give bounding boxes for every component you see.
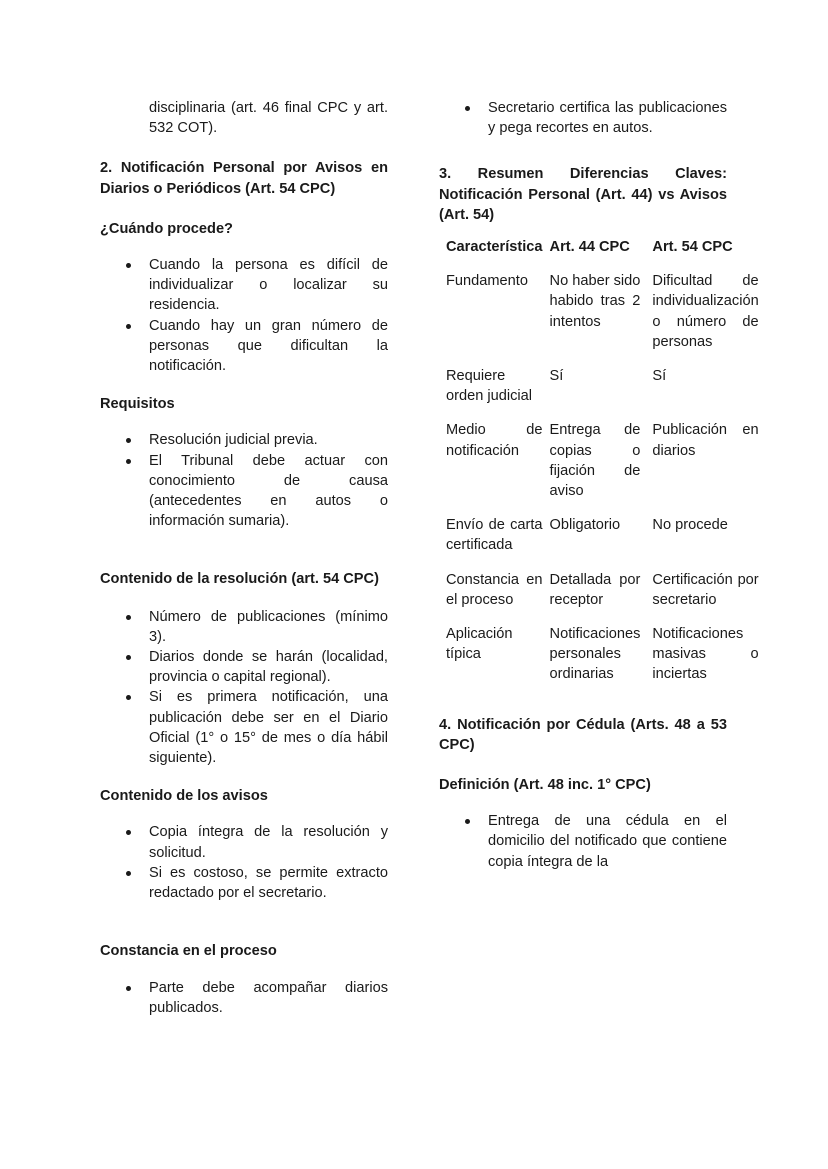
constancia-heading: Constancia en el proceso xyxy=(100,943,277,960)
list-item: Cuando hay un gran número de personas que dificultan la notificación. xyxy=(100,316,388,377)
table-cell: Entrega de copias o fijación de aviso xyxy=(549,422,641,500)
table-cell: Publicación en diarios xyxy=(652,422,759,459)
table-cell: Sí xyxy=(549,368,564,385)
table-row xyxy=(439,420,759,515)
list-item: Copia íntegra de la resolución y solicitud. xyxy=(100,822,388,862)
table-row xyxy=(439,515,759,569)
section-4-heading: 4. Notificación por Cédula (Arts. 48 a 53 CPC) xyxy=(439,716,727,753)
table-cell: Aplicación típica xyxy=(446,626,513,663)
contenido-avisos-heading: Contenido de los avisos xyxy=(100,788,268,805)
table-cell: Requiere orden judicial xyxy=(446,368,532,405)
table-cell: Detallada por receptor xyxy=(549,571,641,608)
table-cell: Certificación por secretario xyxy=(652,571,759,608)
contenido-resolucion-heading: Contenido de la resolución (art. 54 CPC) xyxy=(100,571,379,588)
list-item: Entrega de una cédula en el domicilio del notificado que contiene copia íntegra de la xyxy=(439,811,727,872)
list-item: Resolución judicial previa. xyxy=(100,430,388,450)
cuando-procede-list xyxy=(100,255,388,376)
table-cell: Constancia en el proceso xyxy=(446,571,543,608)
table-header-cell: Característica xyxy=(446,239,543,256)
table-cell: Fundamento xyxy=(446,273,528,290)
table-header-cell: Art. 54 CPC xyxy=(652,239,733,256)
table-cell: Notificaciones personales ordinarias xyxy=(549,626,641,683)
table-cell: Obligatorio xyxy=(549,517,621,534)
list-item: Si es primera notificación, una publicación debe ser en el Diario Oficial (1° o 15° de mes o día hábil siguiente). xyxy=(100,687,388,768)
secretario-list xyxy=(439,98,727,138)
list-item: Secretario certifica las publicaciones y pega recortes en autos. xyxy=(439,98,727,138)
table-cell: Dificultad de individualización o número de personas xyxy=(652,273,759,350)
requisitos-list xyxy=(100,430,388,531)
table-cell: No procede xyxy=(652,517,728,534)
contenido-resolucion-list xyxy=(100,607,388,769)
list-item: Parte debe acompañar diarios publicados. xyxy=(100,978,388,1018)
contenido-avisos-list xyxy=(100,822,388,903)
comparison-table xyxy=(439,237,759,699)
list-item: Si es costoso, se permite extracto redactado por el secretario. xyxy=(100,863,388,903)
definicion-heading: Definición (Art. 48 inc. 1° CPC) xyxy=(439,777,651,794)
requisitos-heading: Requisitos xyxy=(100,396,175,413)
table-row xyxy=(439,366,759,420)
table-cell: Envío de carta certificada xyxy=(446,517,543,554)
table-row xyxy=(439,570,759,624)
cuando-procede-heading: ¿Cuándo procede? xyxy=(100,220,233,237)
constancia-list xyxy=(100,978,388,1018)
continued-paragraph: disciplinaria (art. 46 final CPC y art. 532 COT). xyxy=(149,100,388,137)
list-item: Número de publicaciones (mínimo 3). xyxy=(100,607,388,647)
right-column xyxy=(439,98,759,872)
section-3-heading: 3. Resumen Diferencias Claves: Notificación Personal (Art. 44) vs Avisos (Art. 54) xyxy=(439,166,727,223)
left-column xyxy=(100,98,388,1018)
table-header-row xyxy=(439,237,759,271)
table-row xyxy=(439,624,759,699)
table-cell: Notificaciones masivas o inciertas xyxy=(652,626,759,683)
table-header-cell: Art. 44 CPC xyxy=(549,239,630,256)
section-2-heading: 2. Notificación Personal por Avisos en Diarios o Periódicos (Art. 54 CPC) xyxy=(100,160,388,197)
definicion-list xyxy=(439,811,727,872)
list-item: El Tribunal debe actuar con conocimiento de causa (antecedentes en autos o información sumaria). xyxy=(100,451,388,532)
table-cell: Medio de notificación xyxy=(446,422,543,459)
table-row xyxy=(439,271,759,366)
list-item: Diarios donde se harán (localidad, provincia o capital regional). xyxy=(100,647,388,687)
list-item: Cuando la persona es difícil de individualizar o localizar su residencia. xyxy=(100,255,388,316)
table-cell: Sí xyxy=(652,368,667,385)
table-cell: No haber sido habido tras 2 intentos xyxy=(549,273,641,330)
